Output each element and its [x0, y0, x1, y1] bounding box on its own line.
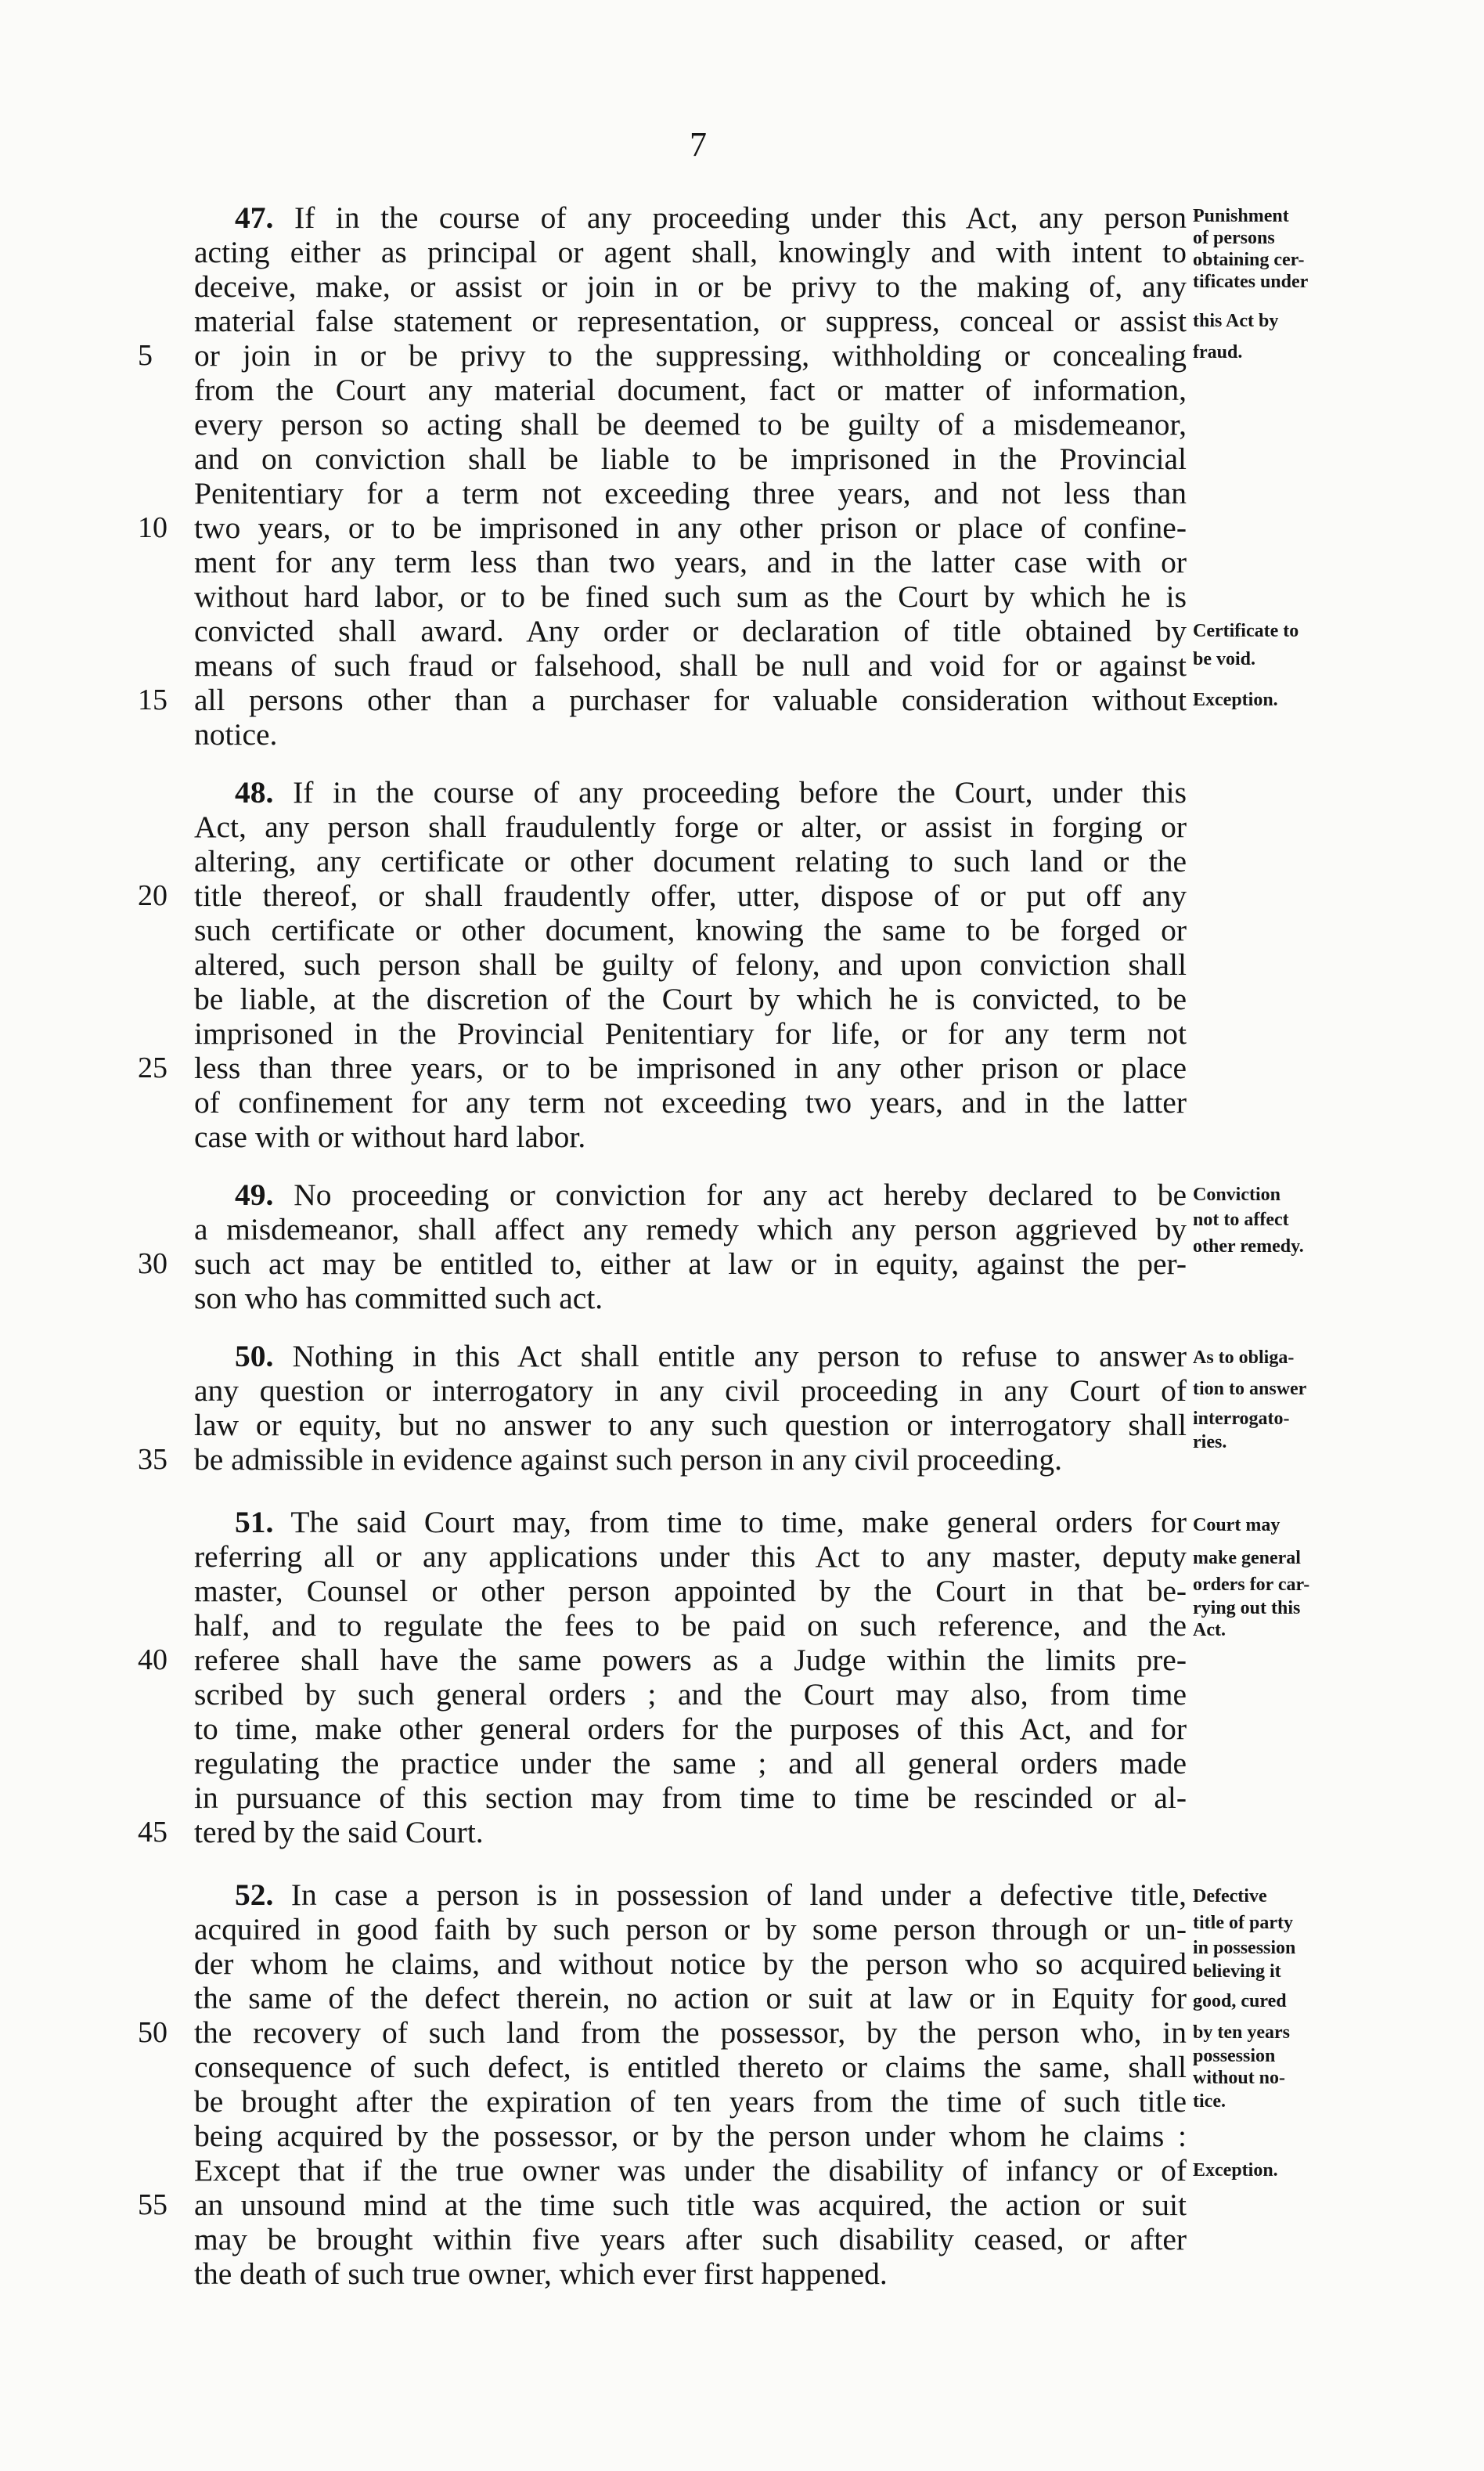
- section-line: Act, any person shall fraudulently forge or alter, or assist in forging or: [194, 810, 1187, 844]
- section-line: 52. In case a person is in possession of land under a defective title,: [235, 1878, 1187, 1912]
- margin-note: title of party: [1193, 1913, 1293, 1933]
- section-line: 47. If in the course of any proceeding under this Act, any person: [235, 200, 1187, 235]
- margin-note: good, cured: [1193, 1991, 1287, 2011]
- section-line: may be brought within five years after such disability ceased, or after: [194, 2222, 1187, 2256]
- margin-note: tice.: [1193, 2091, 1226, 2112]
- section-line: consequence of such defect, is entitled thereto or claims the same, shall: [194, 2050, 1187, 2084]
- line-number: 15: [138, 684, 167, 716]
- section-line: without hard labor, or to be fined such sum as the Court by which he is: [194, 579, 1187, 614]
- section-number: 52.: [235, 1878, 274, 1912]
- section-line: and on conviction shall be liable to be imprisoned in the Provincial: [194, 442, 1187, 476]
- margin-note: Certificate to: [1193, 621, 1299, 641]
- section-line: convicted shall award. Any order or declaration of title obtained by: [194, 614, 1187, 648]
- section-line: 49. No proceeding or conviction for any act hereby declared to be: [235, 1178, 1187, 1212]
- margin-note: in possession: [1193, 1938, 1296, 1958]
- section-line: two years, or to be imprisoned in any other prison or place of confine-: [194, 510, 1187, 545]
- section-line: Penitentiary for a term not exceeding three years, and not less than: [194, 476, 1187, 510]
- section-number: 49.: [235, 1178, 274, 1212]
- section-line: referee shall have the same powers as a Judge within the limits pre-: [194, 1643, 1187, 1677]
- section-line: notice.: [194, 717, 278, 752]
- margin-note: Exception.: [1193, 690, 1278, 710]
- section-number: 50.: [235, 1339, 274, 1373]
- margin-note: rying out this: [1193, 1598, 1301, 1618]
- section-line: acquired in good faith by such person or by some person through or un-: [194, 1912, 1187, 1946]
- section-line: altered, such person shall be guilty of felony, and upon conviction shall: [194, 947, 1187, 982]
- margin-note: Exception.: [1193, 2160, 1278, 2181]
- section-line: case with or without hard labor.: [194, 1120, 586, 1154]
- section-line: regulating the practice under the same ; and all general orders made: [194, 1746, 1187, 1780]
- section-line: the same of the defect therein, no action or suit at law or in Equity for: [194, 1981, 1187, 2015]
- section-line: such act may be entitled to, either at law or in equity, against the per-: [194, 1246, 1187, 1281]
- margin-note: of persons: [1193, 228, 1275, 248]
- line-number: 55: [138, 2188, 167, 2221]
- section-line: any question or interrogatory in any civil proceeding in any Court of: [194, 1373, 1187, 1408]
- line-number: 5: [138, 339, 153, 372]
- section-line: being acquired by the possessor, or by the person under whom he claims :: [194, 2119, 1187, 2153]
- page-number: 7: [690, 125, 707, 164]
- margin-note: by ten years: [1193, 2022, 1290, 2043]
- margin-note: without no-: [1193, 2068, 1286, 2088]
- section-line: ment for any term less than two years, and in the latter case with or: [194, 545, 1187, 579]
- section-number: 47.: [235, 200, 274, 235]
- section-line: an unsound mind at the time such title was acquired, the action or suit: [194, 2188, 1187, 2222]
- line-number: 50: [138, 2016, 167, 2049]
- margin-note: fraud.: [1193, 342, 1243, 363]
- margin-note: be void.: [1193, 649, 1256, 669]
- section-line: 51. The said Court may, from time to time, make general orders for: [235, 1505, 1187, 1539]
- margin-note: believing it: [1193, 1961, 1281, 1982]
- line-number: 35: [138, 1443, 167, 1476]
- margin-note: tion to answer: [1193, 1379, 1307, 1399]
- margin-note: interrogato-: [1193, 1409, 1290, 1429]
- section-line: the death of such true owner, which ever first happened.: [194, 2256, 888, 2291]
- section-line: law or equity, but no answer to any such question or interrogatory shall: [194, 1408, 1187, 1442]
- section-line: such certificate or other document, knowing the same to be forged or: [194, 913, 1187, 947]
- section-line: acting either as principal or agent shall, knowingly and with intent to: [194, 235, 1187, 269]
- section-line: from the Court any material document, fact or matter of information,: [194, 373, 1187, 407]
- margin-note: ries.: [1193, 1432, 1227, 1452]
- section-line: of confinement for any term not exceeding two years, and in the latter: [194, 1085, 1187, 1120]
- margin-note: Punishment: [1193, 206, 1289, 226]
- margin-note: other remedy.: [1193, 1236, 1304, 1257]
- margin-note: not to affect: [1193, 1210, 1289, 1230]
- line-number: 10: [138, 511, 167, 544]
- line-number: 45: [138, 1816, 167, 1849]
- margin-note: make general: [1193, 1548, 1301, 1568]
- section-line: half, and to regulate the fees to be paid on such reference, and the: [194, 1608, 1187, 1643]
- line-number: 20: [138, 879, 167, 912]
- section-line: deceive, make, or assist or join in or be privy to the making of, any: [194, 269, 1187, 304]
- section-line: title thereof, or shall fraudently offer, utter, dispose of or put off any: [194, 878, 1187, 913]
- margin-note: this Act by: [1193, 311, 1279, 331]
- margin-note: obtaining cer-: [1193, 250, 1305, 270]
- margin-note: As to obliga-: [1193, 1347, 1295, 1368]
- section-line: Except that if the true owner was under the disability of infancy or of: [194, 2153, 1187, 2188]
- section-line: material false statement or representation, or suppress, conceal or assist: [194, 304, 1187, 338]
- section-number: 48.: [235, 775, 274, 810]
- margin-note: tificates under: [1193, 272, 1309, 292]
- margin-note: Act.: [1193, 1620, 1226, 1640]
- section-line: be brought after the expiration of ten years from the time of such title: [194, 2084, 1187, 2119]
- line-number: 25: [138, 1052, 167, 1084]
- section-line: or join in or be privy to the suppressing, withholding or concealing: [194, 338, 1187, 373]
- section-line: to time, make other general orders for the purposes of this Act, and for: [194, 1712, 1187, 1746]
- section-line: der whom he claims, and without notice by the person who so acquired: [194, 1946, 1187, 1981]
- margin-note: possession: [1193, 2046, 1276, 2066]
- section-line: in pursuance of this section may from time to time be rescinded or al-: [194, 1780, 1187, 1815]
- section-line: altering, any certificate or other document relating to such land or the: [194, 844, 1187, 878]
- section-line: imprisoned in the Provincial Penitentiary for life, or for any term not: [194, 1016, 1187, 1051]
- section-line: scribed by such general orders ; and the Court may also, from time: [194, 1677, 1187, 1712]
- section-line: a misdemeanor, shall affect any remedy which any person aggrieved by: [194, 1212, 1187, 1246]
- line-number: 40: [138, 1643, 167, 1676]
- section-line: be liable, at the discretion of the Court by which he is convicted, to be: [194, 982, 1187, 1016]
- section-line: every person so acting shall be deemed to be guilty of a misdemeanor,: [194, 407, 1187, 442]
- section-line: 50. Nothing in this Act shall entitle any person to refuse to answer: [235, 1339, 1187, 1373]
- margin-note: Conviction: [1193, 1185, 1281, 1205]
- section-line: the recovery of such land from the possessor, by the person who, in: [194, 2015, 1187, 2050]
- section-line: tered by the said Court.: [194, 1815, 484, 1849]
- line-number: 30: [138, 1247, 167, 1280]
- section-number: 51.: [235, 1505, 274, 1539]
- margin-note: Court may: [1193, 1515, 1280, 1535]
- section-line: referring all or any applications under this Act to any master, deputy: [194, 1539, 1187, 1574]
- section-line: 48. If in the course of any proceeding before the Court, under this: [235, 775, 1187, 810]
- section-line: less than three years, or to be imprisoned in any other prison or place: [194, 1051, 1187, 1085]
- section-line: be admissible in evidence against such person in any civil proceeding.: [194, 1442, 1062, 1477]
- section-line: all persons other than a purchaser for valuable consideration without: [194, 683, 1187, 717]
- margin-note: Defective: [1193, 1886, 1267, 1906]
- section-line: son who has committed such act.: [194, 1281, 603, 1315]
- margin-note: orders for car-: [1193, 1575, 1310, 1595]
- section-line: means of such fraud or falsehood, shall be null and void for or against: [194, 648, 1187, 683]
- section-line: master, Counsel or other person appointed by the Court in that be-: [194, 1574, 1187, 1608]
